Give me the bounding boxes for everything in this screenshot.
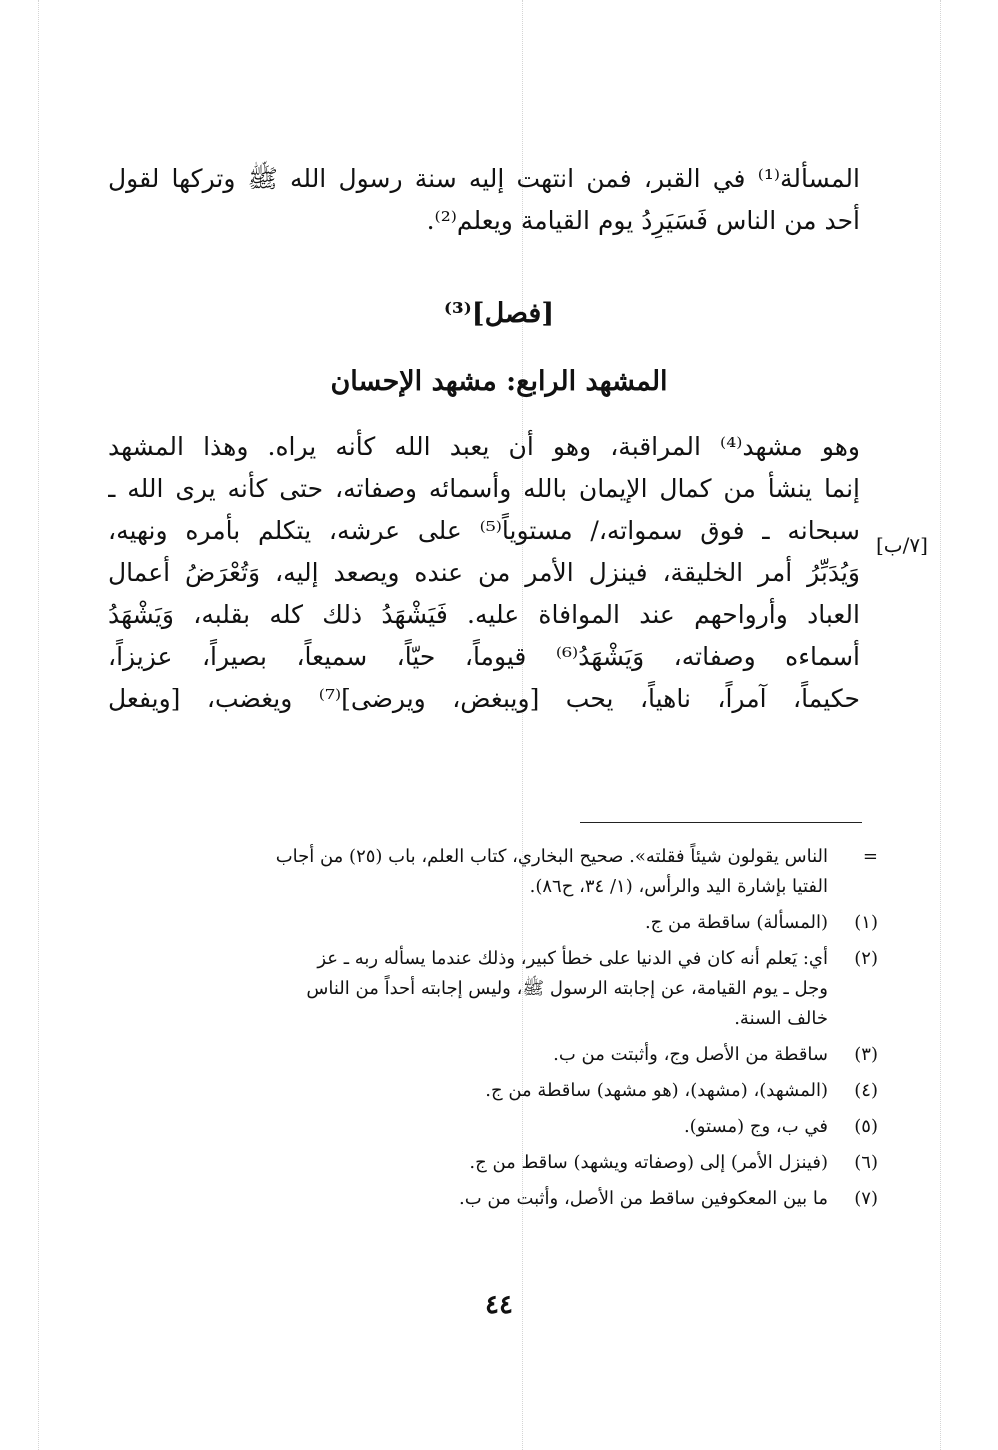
footnote-line: (المسألة) ساقطة من ج. bbox=[644, 912, 828, 933]
footnote-line: خالف السنة. bbox=[734, 1008, 828, 1029]
footnote-line: في ب، وج (مستو). bbox=[683, 1116, 828, 1137]
footnote-line: ساقطة من الأصل وج، وأثبتت من ب. bbox=[553, 1044, 828, 1065]
scan-artifact-line bbox=[38, 0, 39, 1450]
footnote-text bbox=[108, 1040, 828, 1070]
manuscript-folio-marker: [٧/ب] bbox=[876, 533, 928, 557]
footnote-line: (المشهد)، (مشهد)، (هو مشهد) ساقطة من ج. bbox=[485, 1080, 828, 1101]
body-paragraph bbox=[108, 428, 860, 722]
footnote-line: وجل ـ يوم القيامة، عن إجابته الرسول ﷺ، وليس إجابته أحداً من الناس bbox=[306, 978, 828, 999]
footnotes bbox=[108, 842, 878, 1220]
scan-artifact-line bbox=[940, 0, 941, 1450]
footnote-line: أي: يَعلم أنه كان في الدنيا على خطأ كبير، وذلك عندما يسأله ربه ـ عز bbox=[317, 948, 828, 969]
footnote bbox=[108, 908, 878, 938]
text-line: حكيماً، آمراً، ناهياً، يحب [ويبغض، ويرضى]⁽⁷⁾ ويغضب، [ويفعل bbox=[108, 684, 860, 713]
footnote-number: (٣) bbox=[854, 1044, 878, 1065]
footnote-text bbox=[108, 1112, 828, 1142]
footnote-text bbox=[108, 908, 828, 938]
text-line: إنما ينشأ من كمال الإيمان بالله وأسمائه وصفاته، حتى كأنه يرى الله ـ bbox=[108, 474, 860, 503]
text-line: المسألة⁽¹⁾ في القبر، فمن انتهت إليه سنة رسول الله ﷺ وتركها لقول bbox=[108, 164, 860, 193]
footnote bbox=[108, 1148, 878, 1178]
text-line: وهو مشهد⁽⁴⁾ المراقبة، وهو أن يعبد الله كأنه يراه. وهذا المشهد bbox=[108, 432, 860, 461]
footnote-number: (٦) bbox=[854, 1152, 878, 1173]
footnote-number: (٧) bbox=[854, 1188, 878, 1209]
text-line: سبحانه ـ فوق سمواته،/ مستوياً⁽⁵⁾ على عرشه، يتكلم بأمره ونهيه، bbox=[108, 516, 860, 545]
footnote-number: (٥) bbox=[854, 1116, 878, 1137]
footnote-number: (٤) bbox=[854, 1080, 878, 1101]
footnote-text bbox=[108, 944, 828, 1034]
footnote-number: (١) bbox=[854, 912, 878, 933]
text-line: أسماءه وصفاته، وَيَشْهَدُ⁽⁶⁾ قيوماً، حيّاً، سميعاً، بصيراً، عزيزاً، bbox=[108, 642, 860, 671]
footnote bbox=[108, 842, 878, 902]
footnote bbox=[108, 1076, 878, 1106]
footnote bbox=[108, 944, 878, 1034]
footnote-number: = bbox=[862, 846, 878, 867]
text-line: العباد وأرواحهم عند الموافاة عليه. فَيَشْهَدُ ذلك كله بقلبه، وَيَشْهَدُ bbox=[108, 600, 860, 629]
footnote-text bbox=[108, 1148, 828, 1178]
subheading: المشهد الرابع: مشهد الإحسان bbox=[330, 366, 668, 397]
text-line: أحد من الناس فَسَيَرِدُ يوم القيامة ويعلم⁽²⁾. bbox=[426, 206, 860, 235]
footnote-text bbox=[108, 842, 828, 902]
section-heading: [فصل]⁽³⁾ bbox=[443, 298, 555, 329]
footnote-line: ما بين المعكوفين ساقط من الأصل، وأثبت من ب. bbox=[458, 1188, 828, 1209]
footnote-line: (فينزل الأمر) إلى (وصفاته ويشهد) ساقط من ج. bbox=[469, 1152, 828, 1173]
footnote-line: الناس يقولون شيئاً فقلته». صحيح البخاري، كتاب العلم، باب (٢٥) من أجاب bbox=[275, 846, 828, 867]
footnote-line: الفتيا بإشارة اليد والرأس، (١/ ٣٤، ح٨٦). bbox=[529, 876, 828, 897]
footnote bbox=[108, 1184, 878, 1214]
footnote bbox=[108, 1040, 878, 1070]
footnote-text bbox=[108, 1076, 828, 1106]
text-line: وَيُدَبِّرُ أمر الخليقة، فينزل الأمر من عنده ويصعد إليه، وَتُعْرَضُ أعمال bbox=[108, 558, 860, 587]
footnote-text bbox=[108, 1184, 828, 1214]
footnote bbox=[108, 1112, 878, 1142]
page-number: ٤٤ bbox=[485, 1290, 513, 1320]
footnote-separator bbox=[580, 822, 862, 823]
footnote-number: (٢) bbox=[854, 948, 878, 969]
opening-paragraph bbox=[108, 160, 860, 244]
